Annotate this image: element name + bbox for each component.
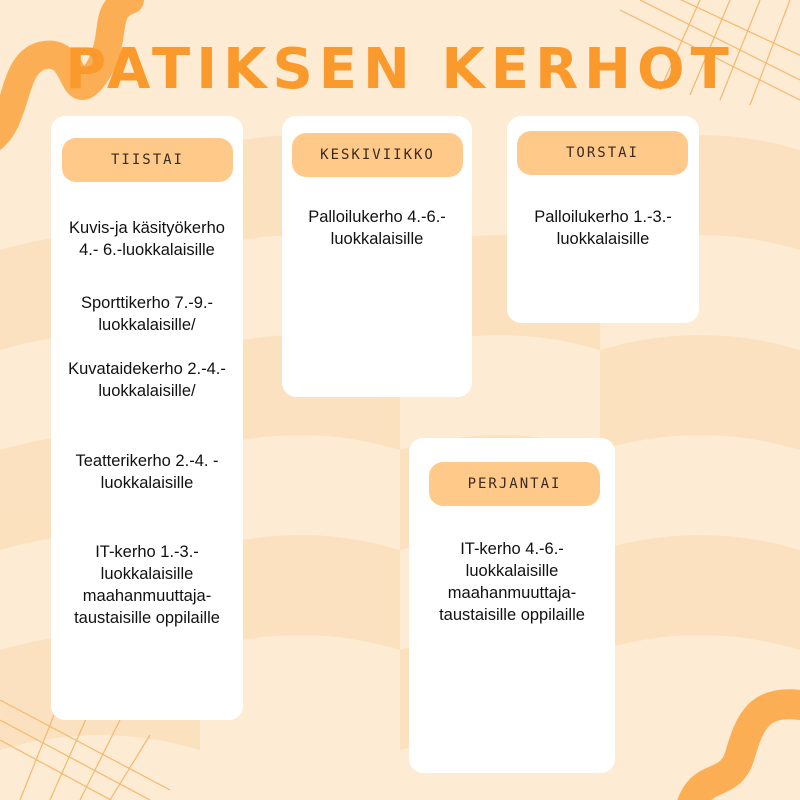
card-tiistai bbox=[51, 116, 243, 720]
page-title: PATIKSEN KERHOT bbox=[65, 37, 735, 102]
club-entry: Teatterikerho 2.-4. - luokkalaisille bbox=[75, 452, 219, 492]
club-entry: Sporttikerho 7.-9.- luokkalaisille/ bbox=[80, 294, 214, 334]
squiggle-bottom-right bbox=[690, 704, 800, 800]
club-entry: Palloilukerho 1.-3.- luokkalaisille bbox=[534, 208, 672, 248]
day-label-keskiviikko: KESKIVIIKKO bbox=[292, 133, 463, 177]
club-entry: IT-kerho 4.-6.- luokkalaisille maahanmuuttaja- taustaisille oppilaille bbox=[439, 540, 585, 624]
day-label-perjantai: PERJANTAI bbox=[429, 462, 600, 506]
club-entry: Palloilukerho 4.-6.- luokkalaisille bbox=[308, 208, 446, 248]
club-entry: Kuvis-ja käsityökerho 4.- 6.-luokkalaisille bbox=[69, 219, 225, 259]
club-entry: IT-kerho 1.-3.- luokkalaisille maahanmuuttaja- taustaisille oppilaille bbox=[74, 543, 220, 627]
day-label-torstai: TORSTAI bbox=[517, 131, 688, 175]
club-entry: Kuvataidekerho 2.-4.- luokkalaisille/ bbox=[68, 360, 226, 400]
day-label-tiistai: TIISTAI bbox=[62, 138, 233, 182]
